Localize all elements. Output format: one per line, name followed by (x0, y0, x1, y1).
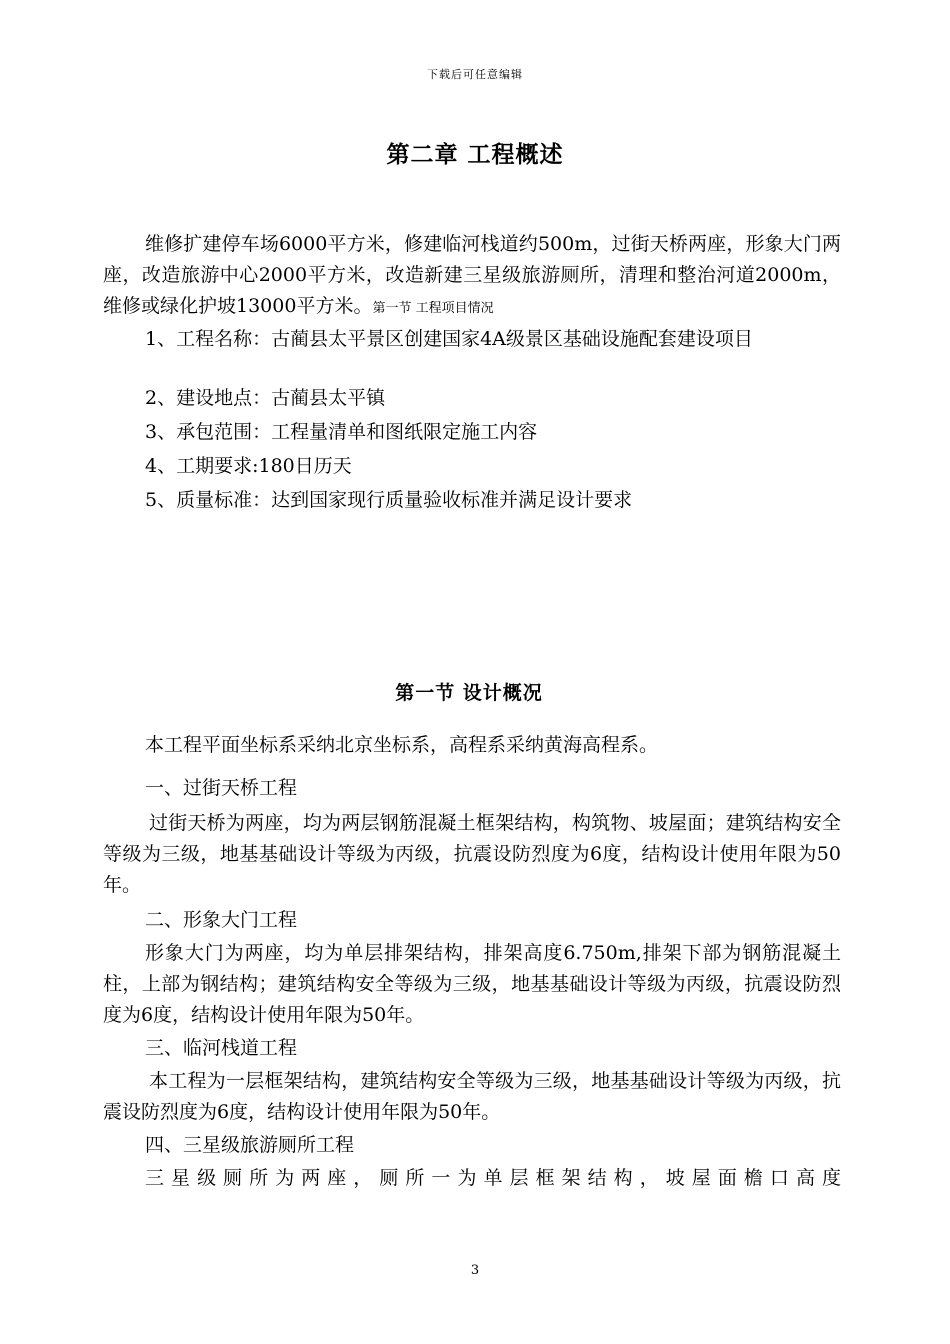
part-body-toilet: 三星级厕所为两座，厕所一为单层框架结构，坡屋面檐口高度 (145, 1167, 841, 1189)
chapter-title: 第二章 工程概述 (386, 142, 564, 168)
overview-intro (103, 229, 841, 324)
coordinate-line: 本工程平面坐标系采纳北京坐标系，高程系采纳黄海高程系。 (145, 734, 659, 756)
design-block (103, 730, 841, 1194)
part-body-gate: 形象大门为两座，均为单层排架结构，排架高度6.750m,排架下部为钢筋混凝土柱，上部为钢结构；建筑结构安全等级为三级，地基基础设计等级为丙级，抗震设防烈度为6度，结构设计使用年限为50年。 (103, 942, 841, 1026)
overview-intro-main: 维修扩建停车场6000平方米，修建临河栈道约500m，过街天桥两座，形象大门两座，改造旅游中心2000平方米，改造新建三星级旅游厕所，清理和整治河道2000m，维修或绿化护坡13000平方米。 (103, 233, 841, 317)
section-title: 第一节 设计概况 (395, 682, 543, 704)
part-body-bridge: 过街天桥为两座，均为两层钢筋混凝土框架结构，构筑物、坡屋面；建筑结构安全等级为三级，地基基础设计等级为丙级，抗震设防烈度为6度，结构设计使用年限为50年。 (103, 812, 841, 896)
part-body-boardwalk: 本工程为一层框架结构，建筑结构安全等级为三级，地基基础设计等级为丙级，抗震设防烈度为6度，结构设计使用年限为50年。 (103, 1070, 841, 1123)
overview-block (103, 229, 841, 358)
overview-item-2: 2、建设地点：古蔺县太平镇 (145, 387, 386, 409)
part-heading-boardwalk: 三、临河栈道工程 (145, 1037, 298, 1059)
overview-items-block (103, 381, 841, 517)
part-heading-gate: 二、形象大门工程 (145, 909, 298, 931)
overview-inline-heading: 第一节 工程项目情况 (372, 301, 494, 316)
overview-item-4: 4、工期要求:180日历天 (145, 455, 352, 477)
overview-item-5: 5、质量标准：达到国家现行质量验收标准并满足设计要求 (145, 489, 633, 511)
header-note: 下载后可任意编辑 (427, 68, 523, 81)
part-heading-toilet: 四、三星级旅游厕所工程 (145, 1134, 355, 1156)
overview-item-3: 3、承包范围：工程量清单和图纸限定施工内容 (145, 421, 538, 443)
overview-item-1: 1、工程名称：古蔺县太平景区创建国家4A级景区基础设施配套建设项目 (145, 328, 753, 350)
page-number: 3 (470, 1263, 480, 1278)
part-heading-bridge: 一、过街天桥工程 (145, 777, 298, 799)
